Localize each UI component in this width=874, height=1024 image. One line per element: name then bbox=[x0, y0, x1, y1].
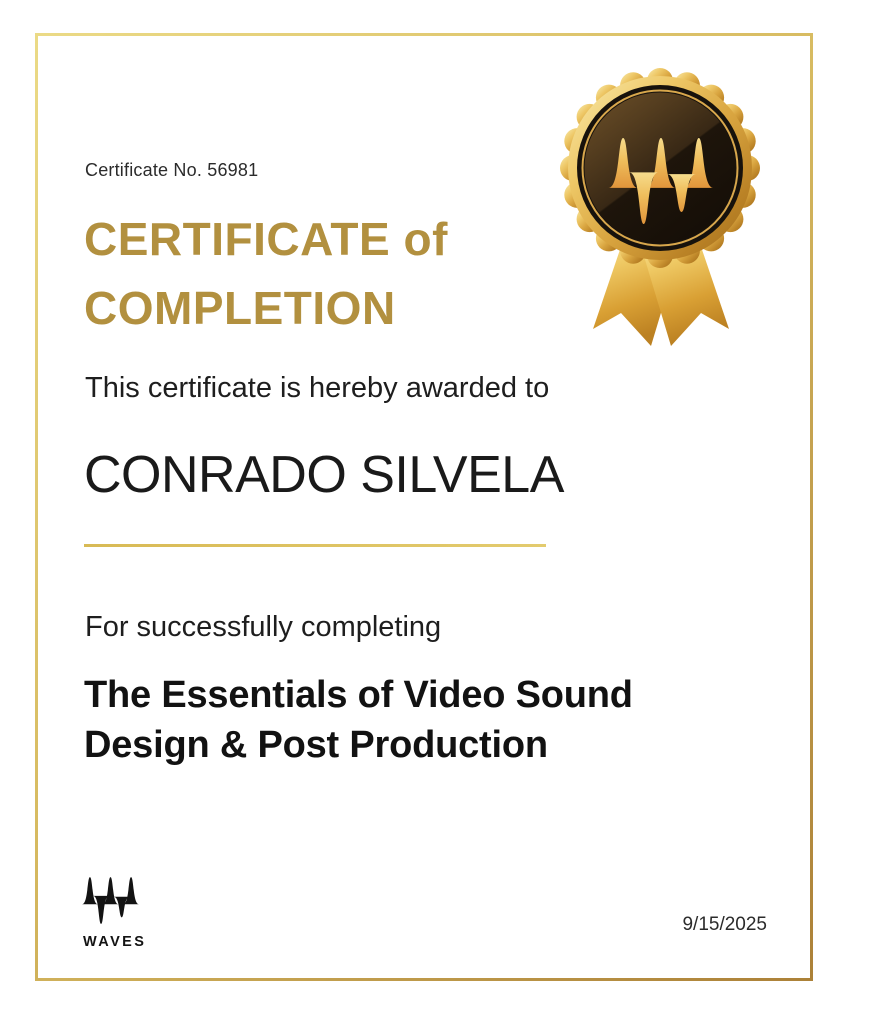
completion-date: 9/15/2025 bbox=[682, 914, 767, 935]
waves-logo-icon bbox=[82, 877, 139, 924]
completing-label: For successfully completing bbox=[85, 611, 442, 643]
recipient-name: CONRADO SILVELA bbox=[84, 446, 564, 504]
waves-logo bbox=[82, 877, 202, 950]
certificate-title-line2: COMPLETION bbox=[84, 282, 396, 334]
awarded-label: This certificate is hereby awarded to bbox=[85, 372, 550, 404]
course-title-line2: Design & Post Production bbox=[84, 724, 548, 766]
waves-medal-icon bbox=[551, 57, 767, 357]
course-title-line1: The Essentials of Video Sound bbox=[84, 674, 633, 716]
gold-divider bbox=[84, 544, 546, 547]
waves-wordmark: WAVES bbox=[83, 934, 147, 950]
certificate-number: Certificate No. 56981 bbox=[85, 160, 259, 180]
certificate-title-line1: CERTIFICATE of bbox=[84, 213, 448, 265]
